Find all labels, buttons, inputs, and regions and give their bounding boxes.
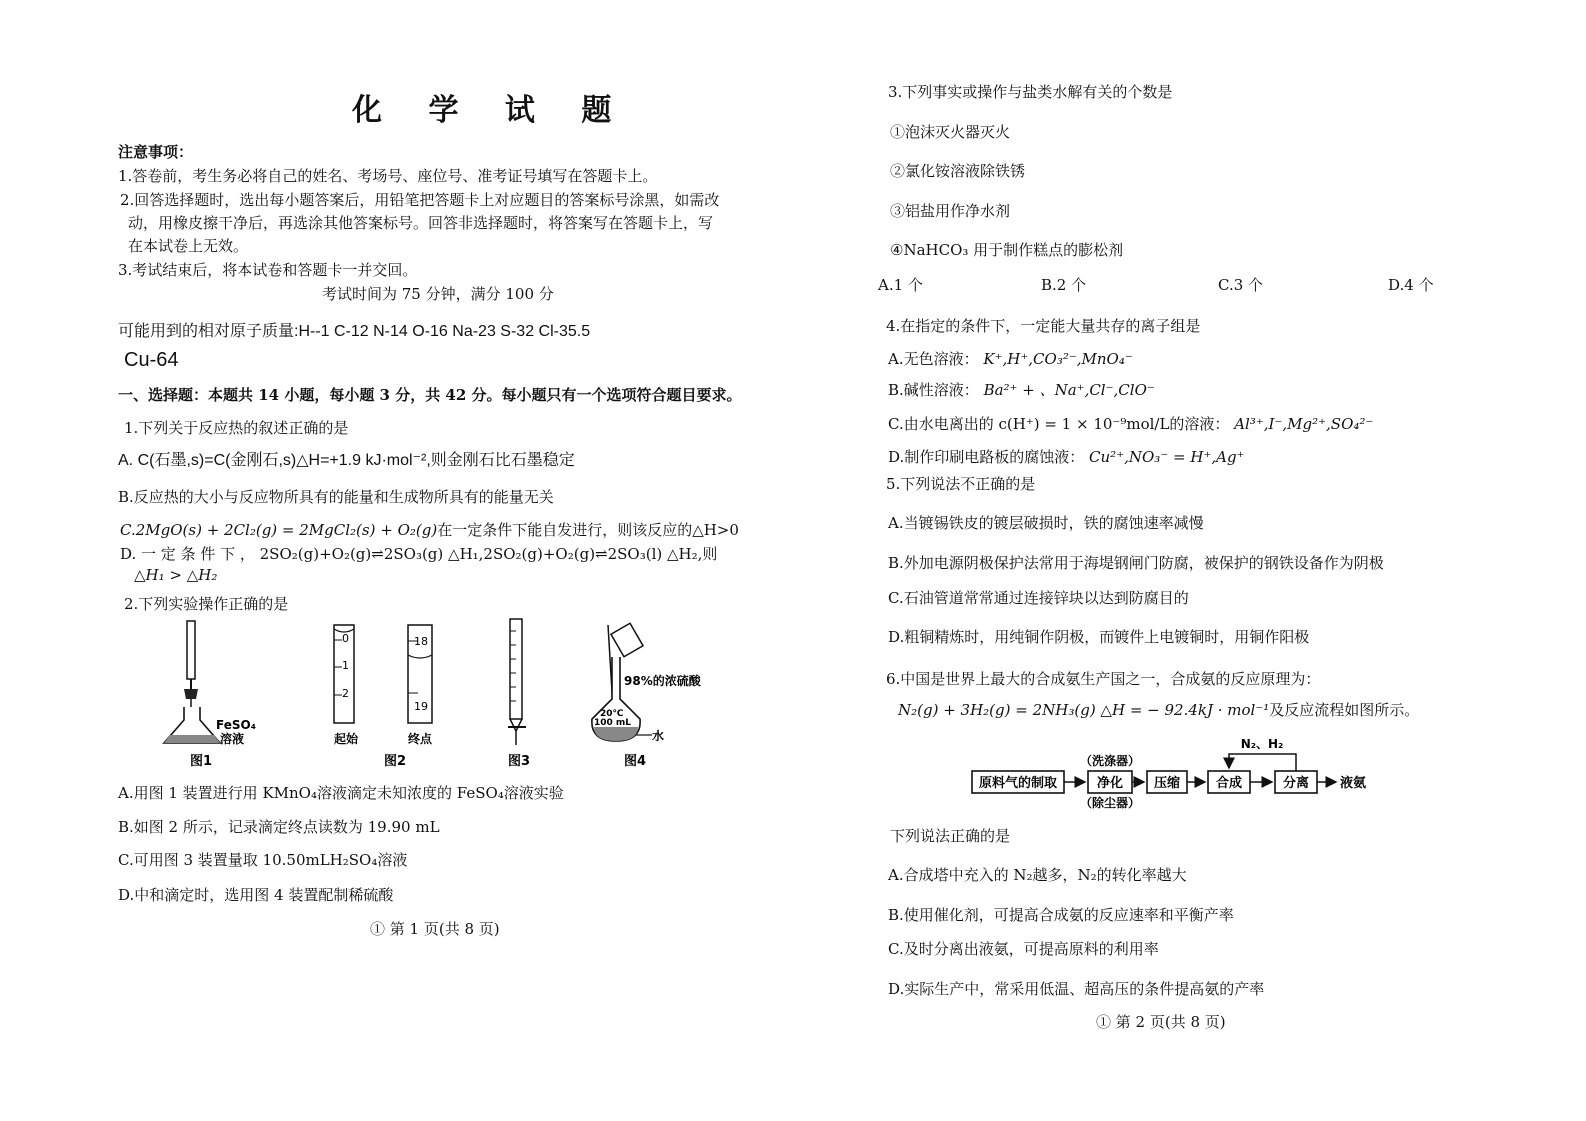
figure-1-burette-flask [164,621,256,769]
question-2: 2.下列实验操作正确的是 [124,595,289,613]
q3-option-b: B.2 个 [1041,276,1087,294]
fig2-tick-19: 19 [414,700,428,713]
q6-equation-suffix: 及反应流程如图所示。 [1269,701,1420,719]
q4-b-ions: Ba²⁺ + 、Na⁺,Cl⁻,ClO⁻ [983,381,1155,399]
flow-step-1-label: 原料气的制取 [978,776,1058,791]
notice-item-2: 2.回答选择题时，选出每小题答案后，用铅笔把答题卡上对应题目的答案标号涂黑，如需改 [120,191,720,209]
q6-option-d: D.实际生产中，常采用低温、超高压的条件提高氨的产率 [888,980,1265,998]
section-heading: 一、选择题：本题共 14 小题，每小题 3 分，共 42 分。每小题只有一个选项符合题目要求。 [118,386,742,404]
notice-item-2-cont: 动，用橡皮擦干净后，再选涂其他答案标号。回答非选择题时，将答案写在答题卡上，写 [128,214,714,232]
flow-product: 液氨 [1340,776,1367,791]
fig4-acid: 98%的浓硫酸 [624,674,701,688]
q5-option-a: A.当镀锡铁皮的镀层破损时，铁的腐蚀速率减慢 [888,514,1204,532]
q4-d-prefix: D.制作印刷电路板的腐蚀液： [888,448,1085,466]
exam-time: 考试时间为 75 分钟，满分 100 分 [322,285,554,303]
q3-option-c: C.3 个 [1218,276,1264,294]
fig4-water: 水 [652,729,665,743]
q3-item-4: ④NaHCO₃ 用于制作糕点的膨松剂 [890,241,1124,259]
q5-option-c: C.石油管道常常通过连接锌块以达到防腐目的 [888,589,1189,607]
atomic-masses-cu: Cu-64 [124,349,179,371]
notice-item-3: 3.考试结束后，将本试卷和答题卡一并交回。 [118,261,418,279]
q4-a-ions: K⁺,H⁺,CO₃²⁻,MnO₄⁻ [983,350,1133,368]
q4-b-prefix: B.碱性溶液： [888,381,979,399]
fig1-label: 图1 [190,754,213,769]
q6-ask: 下列说法正确的是 [890,827,1011,845]
question-6: 6.中国是世界上最大的合成氨生产国之一，合成氨的反应原理为： [886,670,1321,688]
q2-option-c: C.可用图 3 装置量取 10.50mLH₂SO₄溶液 [118,851,408,869]
q1-c-equation: 2MgO(s) + 2Cl₂(g) = 2MgCl₂(s) + O₂(g) [135,521,438,539]
q5-option-d: D.粗铜精炼时，用纯铜作阴极，而镀件上电镀铜时，用铜作阳极 [888,628,1310,646]
fig2-tick-1: 1 [342,659,349,672]
fig4-temp: 20℃ [600,709,624,719]
notice-item-1: 1.答卷前，考生务必将自己的姓名、考场号、座位号、准考证号填写在答题卡上。 [118,167,658,185]
fig3-label: 图3 [508,754,531,769]
q4-a-prefix: A.无色溶液： [888,350,979,368]
q1-option-d-cont: △H₁ > △H₂ [134,566,218,584]
q6-option-b: B.使用催化剂，可提高合成氨的反应速率和平衡产率 [888,906,1234,924]
q5-option-b: B.外加电源阴极保护法常用于海堤钢闸门防腐，被保护的钢铁设备作为阴极 [888,554,1384,572]
q4-option-b [888,380,1155,400]
fig2-end: 终点 [408,732,433,746]
flow-step-3-label: 压缩 [1153,776,1181,791]
page-footer-1: ① 第 1 页(共 8 页) [370,920,500,938]
figure-2-readings [334,625,433,769]
notice-item-2-cont2: 在本试卷上无效。 [128,237,249,255]
fig4-volume: 100 mL [594,718,632,728]
q3-option-a: A.1 个 [878,276,923,294]
exam-title: 化 学 试 题 [352,93,630,128]
q4-d-ions: Cu²⁺,NO₃⁻ = H⁺,Ag⁺ [1089,448,1245,466]
atomic-masses: 可能用到的相对原子质量:H--1 C-12 N-14 O-16 Na-23 S-32 Cl-35.5 [118,323,591,340]
question-5: 5.下列说法不正确的是 [886,475,1036,493]
notice-heading: 注意事项： [118,143,194,161]
question-1: 1.下列关于反应热的叙述正确的是 [124,419,349,437]
question-3: 3.下列事实或操作与盐类水解有关的个数是 [888,83,1173,101]
q3-item-3: ③铝盐用作净水剂 [890,202,1011,220]
fig2-start: 起始 [334,732,359,746]
fig2-tick-0: 0 [342,632,349,645]
q1-option-a: A. C(石墨,s)=C(金刚石,s)△H=+1.9 kJ·mol⁻²,则金刚石比石墨稳定 [118,452,575,469]
q1-c-suffix: 在一定条件下能自发进行，则该反应的△H>0 [437,521,739,539]
q6-option-a: A.合成塔中充入的 N₂越多，N₂的转化率越大 [888,866,1187,884]
right-page [790,0,1586,1121]
q3-item-1: ①泡沫灭火器灭火 [890,123,1011,141]
fig2-tick-18: 18 [414,635,428,648]
q4-option-a [888,349,1133,369]
q4-option-d [888,447,1244,467]
q6-equation-line [898,700,1419,720]
q4-option-c [888,414,1373,434]
q1-option-b: B.反应热的大小与反应物所具有的能量和生成物所具有的能量无关 [118,488,554,506]
flow-step-4-label: 合成 [1215,776,1243,791]
q2-option-d: D.中和滴定时，选用图 4 装置配制稀硫酸 [118,886,394,904]
fig4-label: 图4 [624,754,647,769]
fig2-label: 图2 [384,754,407,769]
left-page [0,0,790,1121]
flow-step-2-bottom: （除尘器） [1079,796,1141,810]
flow-step-2-label: 净化 [1096,776,1124,791]
fig1-solution-2: 溶液 [220,732,245,746]
q1-option-c [120,520,739,540]
fig1-solution: FeSO₄ [216,718,256,732]
q3-item-2: ②氯化铵溶液除铁锈 [890,162,1026,180]
q4-c-prefix: C.由水电离出的 c(H⁺) = 1 × 10⁻⁹mol/L的溶液： [888,415,1230,433]
q6-option-c: C.及时分离出液氨，可提高原料的利用率 [888,940,1159,958]
q2-option-b: B.如图 2 所示，记录滴定终点读数为 19.90 mL [118,818,440,836]
flow-step-2-top: （洗涤器） [1079,754,1141,768]
q1-option-d: D. 一 定 条 件 下 ， 2SO₂(g)+O₂(g)⇌2SO₃(g) △H₁,2SO₂(g)+O₂(g)⇌2SO₃(l) △H₂,则 [120,545,718,563]
figure-3-burette [508,619,530,769]
q2-option-a: A.用图 1 装置进行用 KMnO₄溶液滴定未知浓度的 FeSO₄溶液实验 [118,784,564,802]
page-footer-2: ① 第 2 页(共 8 页) [1096,1013,1226,1031]
q3-option-d: D.4 个 [1388,276,1434,294]
flow-step-5-label: 分离 [1282,776,1310,791]
q1-c-prefix: C. [120,521,136,539]
fig2-tick-2: 2 [342,687,349,700]
flow-recycle-label: N₂、H₂ [1240,737,1284,751]
ammonia-process-flow [970,734,1410,810]
question-4: 4.在指定的条件下，一定能大量共存的离子组是 [886,317,1201,335]
q4-c-ions: Al³⁺,I⁻,Mg²⁺,SO₄²⁻ [1234,415,1374,433]
experiment-figures [150,615,740,775]
q6-equation: N₂(g) + 3H₂(g) = 2NH₃(g) △H = − 92.4kJ · mol⁻¹ [898,701,1270,719]
figure-4-flask [592,623,702,769]
